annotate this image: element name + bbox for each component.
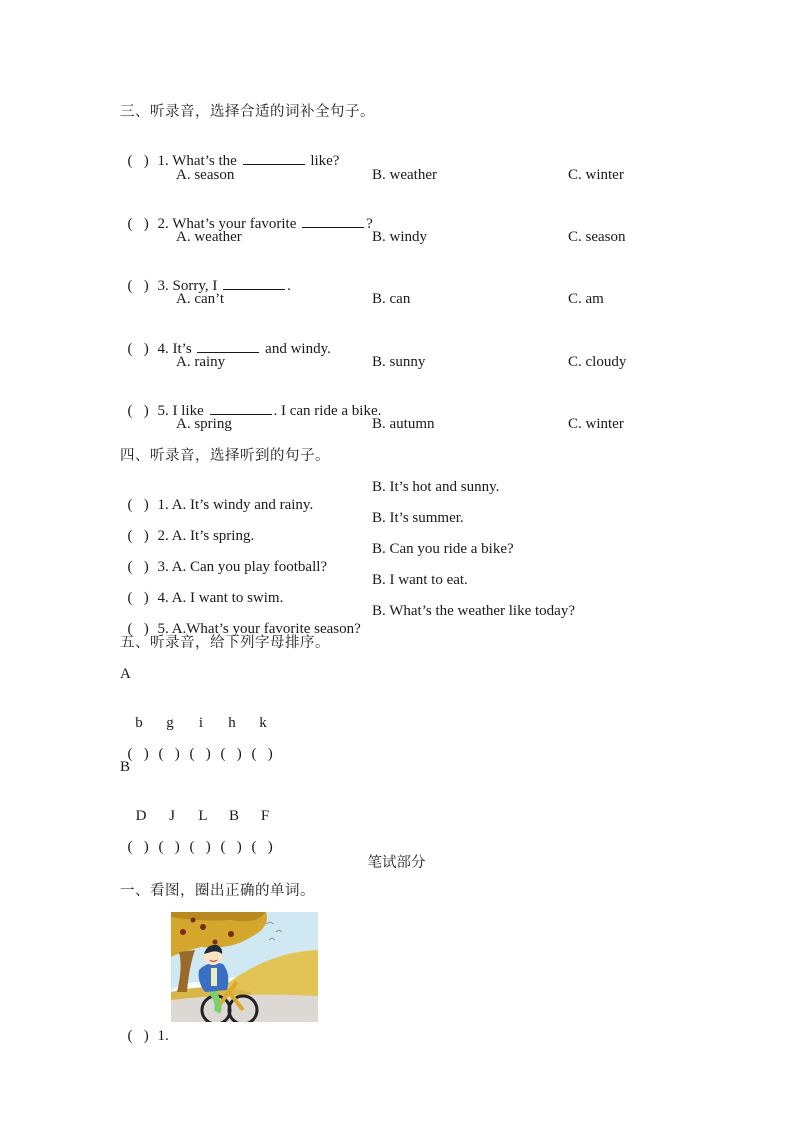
question-number: 5. (157, 403, 169, 419)
option-a[interactable]: A. season (176, 167, 235, 183)
question-number: 5. (157, 621, 169, 637)
option-c[interactable]: C. am (568, 291, 604, 307)
option-b[interactable]: B. It’s summer. (372, 510, 464, 526)
fill-blank[interactable] (197, 340, 259, 353)
question-number: 3. (157, 559, 169, 575)
question-number: 1. (157, 497, 169, 513)
option-c[interactable]: C. season (568, 229, 626, 245)
option-a[interactable]: A. It’s spring. (171, 528, 255, 544)
s3-question-2 (120, 197, 373, 233)
letter: L (198, 808, 208, 824)
question-number: 3. (157, 278, 169, 294)
letter: k (259, 715, 267, 731)
letter: i (198, 715, 204, 731)
option-b[interactable]: B. autumn (372, 416, 435, 432)
option-a[interactable]: A. It’s windy and rainy. (171, 497, 314, 513)
letter: g (166, 715, 174, 731)
letter: J (169, 808, 175, 824)
answer-paren[interactable]: ( ) (127, 403, 149, 419)
question-number: 2. (157, 216, 169, 232)
s3-question-4 (120, 322, 331, 358)
order-paren[interactable]: ( ) (158, 839, 180, 855)
order-paren[interactable]: ( ) (220, 839, 242, 855)
answer-paren[interactable]: ( ) (127, 621, 149, 637)
question-number: 2. (157, 528, 169, 544)
question-number: 1. (157, 1028, 169, 1044)
order-paren[interactable]: ( ) (189, 839, 211, 855)
option-b[interactable]: B. sunny (372, 354, 426, 370)
question-text: ? (366, 216, 373, 232)
written-section1-heading: 一、看图，圈出正确的单词。 (120, 883, 315, 899)
order-paren[interactable]: ( ) (251, 839, 273, 855)
answer-paren[interactable]: ( ) (127, 1028, 149, 1044)
letter: D (135, 808, 147, 824)
answer-paren[interactable]: ( ) (127, 153, 149, 169)
group-a-order-blanks (120, 727, 283, 763)
question-text: What’s the (172, 153, 237, 169)
section3-heading: 三、听录音，选择合适的词补全句子。 (120, 104, 375, 120)
answer-paren[interactable]: ( ) (127, 559, 149, 575)
answer-paren[interactable]: ( ) (127, 216, 149, 232)
option-b[interactable]: B. weather (372, 167, 437, 183)
question-text: like? (310, 153, 340, 169)
letter: B (228, 808, 239, 824)
group-b-label: B (120, 759, 131, 775)
order-paren[interactable]: ( ) (127, 839, 149, 855)
fill-blank[interactable] (223, 277, 285, 290)
answer-paren[interactable]: ( ) (127, 590, 149, 606)
order-paren[interactable]: ( ) (220, 746, 242, 762)
s3-question-1 (120, 134, 339, 170)
order-paren[interactable]: ( ) (189, 746, 211, 762)
option-c[interactable]: C. cloudy (568, 354, 627, 370)
option-b[interactable]: B. Can you ride a bike? (372, 541, 514, 557)
question-text: . (287, 278, 291, 294)
fill-blank[interactable] (243, 152, 305, 165)
option-b[interactable]: B. can (372, 291, 411, 307)
question-text: and windy. (265, 341, 331, 357)
section5-heading: 五、听录音，给下列字母排序。 (120, 635, 330, 651)
section4-heading: 四、听录音，选择听到的句子。 (120, 448, 330, 464)
letter: h (228, 715, 236, 731)
question-number: 4. (157, 590, 169, 606)
group-a-label: A (120, 666, 131, 682)
option-b[interactable]: B. I want to eat. (372, 572, 468, 588)
answer-paren[interactable]: ( ) (127, 341, 149, 357)
s4-question-5 (120, 602, 361, 638)
question-text: I like (172, 403, 204, 419)
fill-blank[interactable] (302, 215, 364, 228)
fill-blank[interactable] (210, 402, 272, 415)
question-number: 4. (157, 341, 169, 357)
option-a[interactable]: A. can’t (176, 291, 225, 307)
boy-riding-bike-picture (171, 912, 318, 1022)
letter: F (260, 808, 270, 824)
picture-question-1 (120, 1009, 169, 1045)
question-text: What’s your favorite (172, 216, 297, 232)
letter: b (135, 715, 143, 731)
answer-paren[interactable]: ( ) (127, 528, 149, 544)
question-text: Sorry, I (172, 278, 218, 294)
option-a[interactable]: A. I want to swim. (171, 590, 284, 606)
question-number: 1. (157, 153, 169, 169)
order-paren[interactable]: ( ) (251, 746, 273, 762)
option-a[interactable]: A. spring (176, 416, 232, 432)
answer-paren[interactable]: ( ) (127, 278, 149, 294)
answer-paren[interactable]: ( ) (127, 497, 149, 513)
order-paren[interactable]: ( ) (127, 746, 149, 762)
option-b[interactable]: B. It’s hot and sunny. (372, 479, 500, 495)
option-b[interactable]: B. windy (372, 229, 428, 245)
s3-question-5 (120, 384, 381, 420)
option-a[interactable]: A.What’s your favorite season? (171, 621, 361, 637)
option-c[interactable]: C. winter (568, 167, 624, 183)
option-a[interactable]: A. Can you play football? (171, 559, 328, 575)
order-paren[interactable]: ( ) (158, 746, 180, 762)
question-text: It’s (172, 341, 192, 357)
option-c[interactable]: C. winter (568, 416, 624, 432)
option-b[interactable]: B. What’s the weather like today? (372, 603, 575, 619)
option-a[interactable]: A. rainy (176, 354, 226, 370)
option-a[interactable]: A. weather (176, 229, 242, 245)
question-text: . I can ride a bike. (273, 403, 382, 419)
written-part-title: 笔试部分 (367, 855, 426, 871)
